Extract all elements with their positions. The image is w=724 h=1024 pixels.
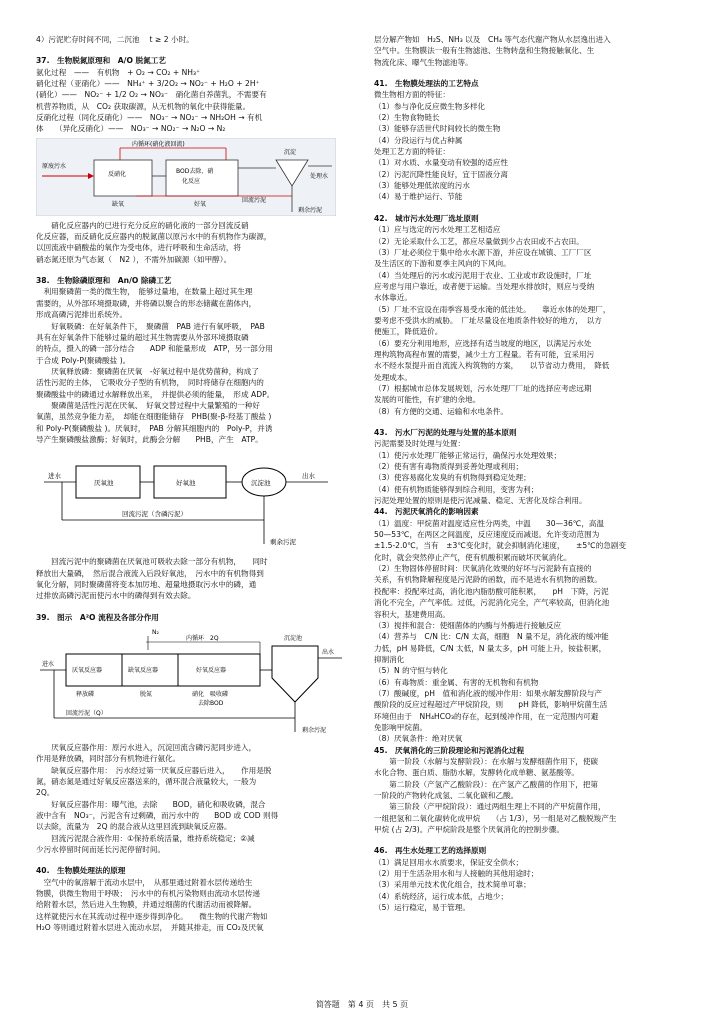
text-line: （4）易于维护运行、节能 — [374, 192, 463, 202]
label-a2o-settler: 沉淀池 — [284, 635, 303, 642]
label-tank2a: BOD去除、硝 — [176, 167, 214, 175]
text-line: 环境但由于 NH₄HCO₃的存在，起到缓冲作用，在一定范围内可避 — [374, 711, 599, 721]
text-line: 2Q。 — [36, 788, 55, 798]
text-line: （3）能够存活世代时间较长的微生物 — [374, 124, 501, 134]
label-a2o-return: 回流污泥（Q） — [66, 710, 107, 717]
text-line: 形成高磷污泥排出系统外。 — [36, 310, 128, 320]
text-line: （2）生物固体停留时间：厌氧消化效果的好坏与污泥龄有直接的 — [374, 564, 592, 574]
text-line: （3）能够处理低浓度的污水 — [374, 181, 470, 191]
text-line: （4）营养与 C/N 比：C/N 太高，细胞 N 量不足，消化液的缓冲能 — [374, 632, 609, 642]
text-line: 氨化过程 —— 有机物 + O₂ → CO₂ + NH₃⁺ — [36, 67, 201, 77]
label-waste-sludge: 剩余污泥 — [270, 538, 296, 547]
text-line: （1）对水质、水量变动有较强的适应性 — [374, 158, 508, 168]
text-line: H₂O 等则通过附着水层进入流动水层， 并随其排走，而 CO₂及厌氧 — [36, 923, 264, 933]
text-line: （2）污泥沉降性能良好，宜于固液分离 — [374, 169, 508, 179]
text-line: 水体靠近。 — [374, 293, 412, 303]
text-line: 硝态氮还原为气态氮（ N2 ），不需外加碳源（如甲醇）。 — [36, 254, 232, 264]
text-line: 发展的可能性，有扩建的余地。 — [374, 395, 481, 405]
text-line: 具有在好氧条件下能够过量的超过其生物需要从外部环境摄取磷 — [36, 332, 249, 342]
text-line: 酸阶段的反应过程超过产甲烷阶段，则 pH 降低，影响甲烷菌生活 — [374, 700, 608, 710]
label-aerobic: 好氧 — [194, 200, 207, 208]
text-line: 聚磷菌是活性污泥在厌氧、 好氧交替过程中大量繁殖的一种好 — [36, 400, 261, 410]
text-line: （1）参与净化反应微生物多样化 — [374, 101, 486, 111]
text-line: 这样就使污水在其流动过程中逐步得到净化。 微生物的代谢产物如 — [36, 911, 268, 921]
label-a2o-anaerobic: 厌氧反应器 — [72, 667, 103, 674]
text-line: 微生物相方面的特征： — [374, 90, 450, 100]
text-line: （4）系统经济，运行成本低，占地少； — [374, 891, 508, 901]
page-footer: 简答题 第 4 页 共 5 页 — [315, 1000, 409, 1009]
text-line: 氧菌，虽然竞争能力差， 却能在细胞能储存 PHB(聚-β-羟基丁酸盐 ) — [36, 412, 272, 422]
text-line: （1）应与选定的污水处理工艺相适应 — [374, 225, 501, 235]
section-44-title: 44. 污泥厌氧消化的影响因素 — [374, 507, 479, 517]
text-line: 一组把氢和二氧化碳转化成甲烷 （占 1/3），另一组是对乙酸脱羧产生 — [374, 813, 617, 823]
text-line: （3）使容易腐化发臭的有机物得到稳定处理； — [374, 473, 531, 483]
text-line: 要考虑不受洪水的威胁。 厂址尽量设在地质条件较好的地方， 以方 — [374, 315, 602, 325]
section-46-title: 46. 再生水处理工艺的选择原则 — [374, 846, 487, 856]
text-line: （1）使污水处理厂能够正常运行，确保污水处理效果； — [374, 450, 562, 460]
text-line: 应考虑与用户靠近，或者便于运输。当处理水排放时，则应与受纳 — [374, 281, 595, 291]
text-line: 作用是释放磷，同时部分有机物进行氨化。 — [36, 754, 181, 764]
section-39-title: 39. 图示 A²O 流程及各部分作用 — [36, 612, 159, 622]
text-line: 容积大，基建费用高。 — [374, 609, 450, 619]
label-a2o-inflow: 进水 — [42, 661, 55, 668]
text-line: 化反应器，而反硝化反应器内的脱氮菌以原污水中的有机物作为碳源， — [36, 232, 272, 242]
label-influent: 原废污水 — [42, 162, 67, 170]
text-line: 免影响甲烷菌。 — [374, 722, 428, 732]
text-line: 及生活区的下游和夏季主风向的下风向。 — [374, 259, 511, 269]
label-a2o-nitrify-b: 去除BOD — [198, 700, 224, 707]
label-inflow: 进水 — [48, 472, 61, 481]
text-line: 层分解产物如 H₂S、NH₃ 以及 CH₄ 等气态代谢产物从水层逸出进入 — [374, 35, 611, 44]
text-line: 第一阶段（水解与发酵阶段）：在水解与发酵细菌作用下，使碳 — [374, 756, 599, 766]
label-a2o-denit: 脱氮 — [140, 691, 153, 698]
text-line: （7）根据城市总体发展规划，污水处理厂厂址的选择应考虑远期 — [374, 383, 592, 393]
text-line: （1）满足回用水水质要求，保证安全供水； — [374, 857, 524, 867]
text-line: 便施工，降低造价。 — [374, 327, 443, 337]
text-line: 处理工艺方面的特征： — [374, 147, 450, 157]
left-column — [36, 34, 356, 934]
text-line: 的特点，摄入的磷一部分结合 ADP 和能量形成 ATP，另一部分用 — [36, 344, 273, 354]
text-line: （8）厌氧条件：绝对厌氧 — [374, 734, 463, 744]
section-42-title: 42. 城市污水处理厂选址原则 — [374, 213, 479, 223]
text-line: 机营养物质，从 CO₂ 获取碳源，从无机物的氧化中获得能量。 — [36, 101, 251, 111]
label-tank2b: 化反应 — [182, 177, 201, 185]
text-line: 回流污泥混合液作用：①保持系统活量，维持系统稳定；②减 — [36, 833, 255, 843]
text-line: （3）搅拌和混合：使细菌体的内酶与外酶进行接触反应 — [374, 620, 562, 630]
label-anoxic: 缺氧 — [112, 200, 125, 208]
text-line: 以去除，流量为 2Q 的混合液从这里回流到缺氧反应器。 — [36, 822, 232, 832]
text-line: 污泥需要及时处理与处置： — [374, 439, 466, 449]
text-line: 液中含有 NO₃⁻，污泥含有过剩磷，而污水中的 BOD 或 COD 则得 — [36, 811, 279, 821]
text-line: 4）污泥贮存时间不同，二沉池 t ≥ 2 小时。 — [36, 35, 194, 44]
a2o-process-diagram — [36, 626, 356, 738]
text-line: 处理成本。 — [374, 372, 412, 382]
text-line: (硝化）—— NO₂⁻ + 1/2 O₂ → NO₃⁻ 硝化菌自养菌乳，不需要有 — [36, 90, 267, 100]
text-line: （4）使有机物质能够得到综合利用，变害为利； — [374, 484, 539, 494]
text-line: 和 Poly-P(聚磷酸盐 )。厌氧时， PAB 分解其细胞内的 Poly-P，并诱 — [36, 423, 273, 433]
ao-denitrification-diagram — [36, 138, 356, 216]
text-line: 利用聚磷菌一类的微生物， 能够过量地，在数量上超过其生理 — [36, 287, 253, 297]
text-line: （8）有方便的交通、运输和水电条件。 — [374, 406, 508, 416]
text-line: （3）厂址必须位于集中给水水源下游，并应设在城镇、工厂厂区 — [374, 247, 592, 257]
text-line: 物流化床、曝气生物滤池等。 — [374, 57, 473, 67]
text-line: 第三阶段（产甲烷阶段）：通过两组生理上不同的产甲烷菌作用， — [374, 802, 606, 812]
text-line: 空气中。生物膜法一般有生物滤池、生物转盘和生物接触氧化、生 — [374, 46, 595, 56]
text-line: 关系，有机物降解程度是污泥龄的函数，而不是进水有机物的函数。 — [374, 575, 602, 585]
label-waste: 剩余污泥 — [298, 206, 323, 214]
text-line: 投配率：投配率过高，消化池内脂肪酸可能积累， pH 下降，污泥 — [374, 586, 609, 596]
section-38-title: 38. 生物除磷原理和 An/O 除磷工艺 — [36, 276, 172, 286]
text-line: 厌氧反应器作用：原污水进入，沉淀回流含磷污泥同步进入， — [36, 743, 257, 752]
section-41-title: 41. 生物膜处理法的工艺特点 — [374, 79, 479, 89]
text-line: 导产生聚磷酸盐激酶；好氧时，此酶会分解 PHB，产生 ATP。 — [36, 434, 263, 444]
text-line: 少污水停留时间而延长污泥停留时间。 — [36, 845, 166, 855]
text-line: 一阶段的产物转化成氢、二氧化碳和乙酸。 — [374, 791, 519, 800]
label-a2o-out: 出水 — [322, 649, 335, 656]
text-line: 好氧反应器作用：曝气池，去除 BOD，硝化和吸收磷，混合 — [36, 799, 266, 809]
text-line: （1）温度：甲烷菌对温度适应性分两类，中温 30—36℃，高温 — [374, 518, 605, 528]
text-line: 氮，硝态氮是通过好氧反应器送来的，循环混合液量较大，一般为 — [36, 777, 257, 787]
section-40-title: 40. 生物膜处理法的原理 — [36, 866, 126, 876]
text-line: 第二阶段（产氢产乙酸阶段）：在产氢产乙酸菌的作用下，把第 — [374, 779, 599, 789]
text-line: 抑制消化 — [374, 654, 405, 664]
text-line: （5）N 的守恒与转化 — [374, 666, 448, 676]
text-line: 氧化分解，同时聚磷菌将变本加厉地、超量地摄取污水中的磷，通 — [36, 579, 257, 589]
text-line: ±1.5-2.0℃，当有 ±3℃变化时，就会抑制消化速度， ±5℃的急剧变 — [374, 541, 627, 551]
text-line: 污泥处理处置的原则是使污泥减量、稳定、无害化及综合利用。 — [374, 496, 587, 506]
label-settler: 沉淀 — [284, 148, 297, 156]
text-line: 理构筑物高程布置的需要，减少土方工程量。若有可能，宜采用污 — [374, 349, 595, 359]
text-line: （6）有毒物质：重金属、有害的无机物和有机物 — [374, 677, 539, 687]
text-line: 聚磷酸盐中的磷通过水解释放出来， 并提供必须的能量， 形成 ADP。 — [36, 389, 275, 399]
text-line: 50—53℃，在两区之间温度，反应速度反而减退。允许变动范围为 — [374, 530, 600, 540]
text-line: 水不经水泵提升而自流流入构筑物的方案， 以节省动力费用， 降低 — [374, 361, 610, 371]
text-line: 甲烷 (占 2/3)。产甲烷阶段是整个厌氧消化的控制步骤。 — [374, 825, 565, 835]
label-effluent: 处理水 — [310, 172, 329, 180]
label-inner-cycle: 内循环 2Q — [186, 635, 219, 642]
text-line: （2）无论采取什么工艺，都应尽量做到少占农田或不占农田。 — [374, 236, 584, 246]
text-line: 化时，就会突然停止产气，使有机酸积累而破坏厌氧消化。 — [374, 552, 572, 562]
text-line: （4）分段运行与优占种属 — [374, 135, 463, 145]
text-line: 消化不完全，产气率低。过低，污泥消化完全，产气率较高，但消化池 — [374, 598, 610, 608]
text-line: 反硝化过程（同化反硝化）—— NO₃⁻ → NO₂⁻ → NH₂OH → 有机 — [36, 113, 263, 123]
text-line: 活性污泥的主体， 它吸收分子型的有机物， 同时将储存在细胞内的 — [36, 378, 264, 388]
label-return-sludge: 回流污泥（含磷污泥） — [122, 510, 187, 519]
label-n2: N₂ — [152, 629, 159, 636]
label-a2o-anoxic: 缺氧反应器 — [128, 667, 159, 674]
text-line: （4）当处理后的污水或污泥用于农业、工业或市政设施时，厂址 — [374, 270, 592, 280]
text-line: （2）生物食物链长 — [374, 113, 440, 123]
text-line: 释放出大量磷， 然后混合液流入后段好氧池， 污水中的有机物得到 — [36, 568, 264, 578]
section-45-title: 45. 厌氧消化的三阶段理论和污泥消化过程 — [374, 745, 525, 755]
label-inner-return: 内循环(硝化液回流) — [132, 140, 185, 148]
text-line: 缺氧反应器作用： 污水经过第一厌氧反应器后进入， 作用是脱 — [36, 765, 272, 775]
label-a2o-nitrify-a: 硝化 吸收磷 — [192, 691, 229, 698]
right-column — [374, 34, 692, 913]
text-line: 水化合物、蛋白质、脂肪水解，发酵转化成单糖、氨基酸等。 — [374, 768, 580, 778]
text-line: （7）酸碱度，pH 值和消化液的缓冲作用：如果水解发酵阶段与产 — [374, 688, 602, 698]
section-43-title: 43. 污水厂污泥的处理与处置的基本原则 — [374, 428, 517, 437]
text-line: 空气中的氧溶解于流动水层中， 从那里通过附着水层传递给生 — [36, 877, 253, 887]
text-line: （5）运行稳定，易于管理。 — [374, 903, 470, 913]
label-settling-pool: 沉淀池 — [251, 479, 271, 488]
label-sludge-return: 回流污泥 — [242, 196, 267, 204]
label-a2o-aerobic: 好氧反应器 — [196, 667, 227, 674]
text-line: 力低，pH 易降低，C/N 太低，N 量太多，pH 可能上升，铵盐积累， — [374, 643, 607, 653]
text-line: 需要的，从外部环境摄取磷，并将磷以聚合的形态储藏在菌体内， — [36, 298, 257, 308]
text-line: （3）采用单元技术优化组合，技术简单可靠； — [374, 880, 531, 890]
text-line: 硝化反应器内的已进行充分反应的硝化液的一部分回流反硝 — [36, 220, 249, 230]
text-line: （2）使有害有毒物质得到妥善处理或利用； — [374, 462, 524, 472]
label-a2o-waste: 剩余污泥 — [302, 727, 327, 734]
text-line: 回流污泥中的聚磷菌在厌氧池可吸收去除一部分有机物， 同时 — [36, 557, 268, 567]
label-anaerobic: 厌氧池 — [94, 479, 114, 488]
text-line: 好氧吸磷：在好氧条件下， 聚磷菌 PAB 进行有氧呼吸， PAB — [36, 321, 265, 331]
label-a2o-release: 释放磷 — [76, 691, 95, 698]
label-aerobic-pool: 好氧池 — [176, 479, 196, 488]
text-line: 厌氧释放磷：聚磷菌在厌氧 -好氧过程中是优势菌种，构成了 — [36, 366, 259, 376]
text-line: 体 （异化反硝化）—— NO₃⁻ → NO₂⁻ → N₂O → N₂ — [36, 124, 226, 134]
text-line: 硝化过程（亚硝化）—— NH₄⁺ + 3/2O₂ → NO₂⁻ + H₂O + 2H⁺ — [36, 79, 260, 89]
text-line: 过排放高磷污泥而使污水中的磷得到有效去除。 — [36, 591, 196, 601]
label-denitrify: 反硝化 — [108, 170, 127, 178]
text-line: （5）厂址不宜设在雨季容易受水淹的低洼处。 靠近水体的处理厂， — [374, 304, 611, 314]
text-line: 物膜，供微生物用于呼吸； 污水中的有机污染物则由流动水层传递 — [36, 889, 261, 899]
text-line: （6）要充分利用地形，应选择有适当坡度的地区，以满足污水处 — [374, 338, 592, 348]
an-o-phosphorus-diagram — [36, 448, 356, 552]
label-outflow: 出水 — [302, 472, 315, 481]
text-line: 于合成 Poly-P(聚磷酸盐 )。 — [36, 355, 131, 365]
text-line: （2）用于生活杂用水和与人接触的其他用途时； — [374, 869, 539, 879]
section-37-title: 37. 生物脱氮原理和 A/O 脱氮工艺 — [36, 56, 166, 66]
text-line: 以回流液中硝酸盐的氧作为受电体，进行呼吸和生命活动，将 — [36, 243, 242, 253]
text-line: 给附着水层，然后进入生物膜，并通过细菌的代谢活动而被降解。 — [36, 900, 257, 910]
